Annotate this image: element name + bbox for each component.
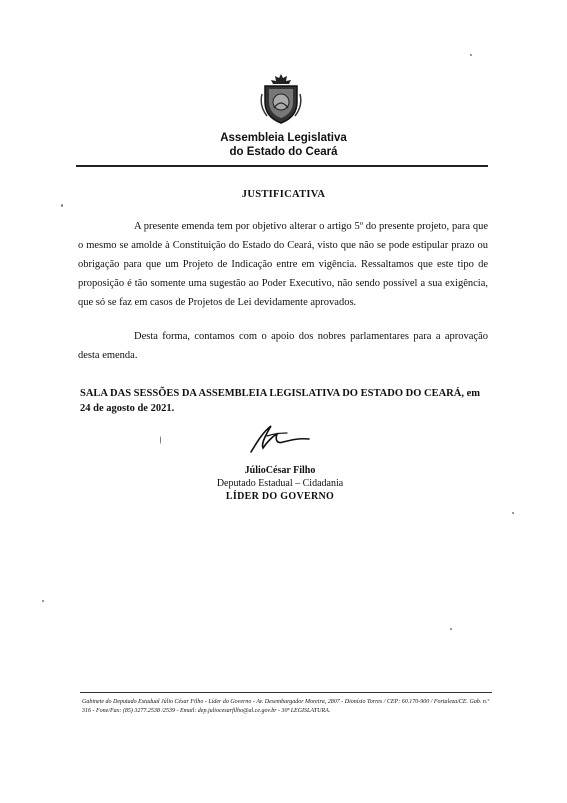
header-assembly-state: do Estado do Ceará — [229, 146, 338, 158]
footer-divider — [80, 692, 492, 693]
scan-speck — [512, 512, 514, 514]
paragraph-justification: A presente emenda tem por objetivo alterar o artigo 5º do presente projeto, para que o mesmo se amolde à Constituição do Estado do Ceará, visto que não se pode estipular prazo ou obrigação para que um Projeto de Indicação entre em vigência. Ressaltamos que este tipo de proposição é tão somente uma sugestão ao Poder Executivo, não sendo possível a sua exigência, que só se faz em casos de Projetos de Lei devidamente aprovados. — [78, 221, 488, 308]
scan-speck — [160, 436, 161, 444]
signatory-title: LÍDER DO GOVERNO — [225, 491, 335, 502]
section-heading: JUSTIFICATIVA — [241, 189, 326, 200]
header-assembly-name: Assembleia Legislativa — [220, 132, 347, 144]
footer-contact: Gabinete do Deputado Estadual Júlio César Filho - Líder do Governo - Av. Desembargador Moreira, 2807 - Dionísio Torres / CEP: 60.170-900 / Fortaleza/CE. Gab. n.º 316 - Fone/Fax: (85) 3277.2538 /2539 - Email: dep.juliocesarfilho@al.ce.gov.br - 30ª LEGISLATURA. — [82, 699, 490, 714]
scan-speck — [450, 628, 452, 630]
signatory-name: JúlioCésar Filho — [244, 465, 316, 476]
scan-speck — [42, 600, 44, 602]
state-seal-icon — [259, 72, 303, 124]
signatory-role: Deputado Estadual – Cidadania — [216, 478, 344, 489]
paragraph-appeal: Desta forma, contamos com o apoio dos nobres parlamentares para a aprovação desta emenda. — [78, 331, 488, 361]
header-divider — [76, 165, 488, 167]
scan-speck — [470, 54, 472, 56]
session-statement: SALA DAS SESSÕES DA ASSEMBLEIA LEGISLATIVA DO ESTADO DO CEARÁ, em 24 de agosto de 2021. — [80, 388, 480, 414]
handwritten-signature — [243, 422, 313, 456]
scan-speck — [61, 204, 63, 207]
